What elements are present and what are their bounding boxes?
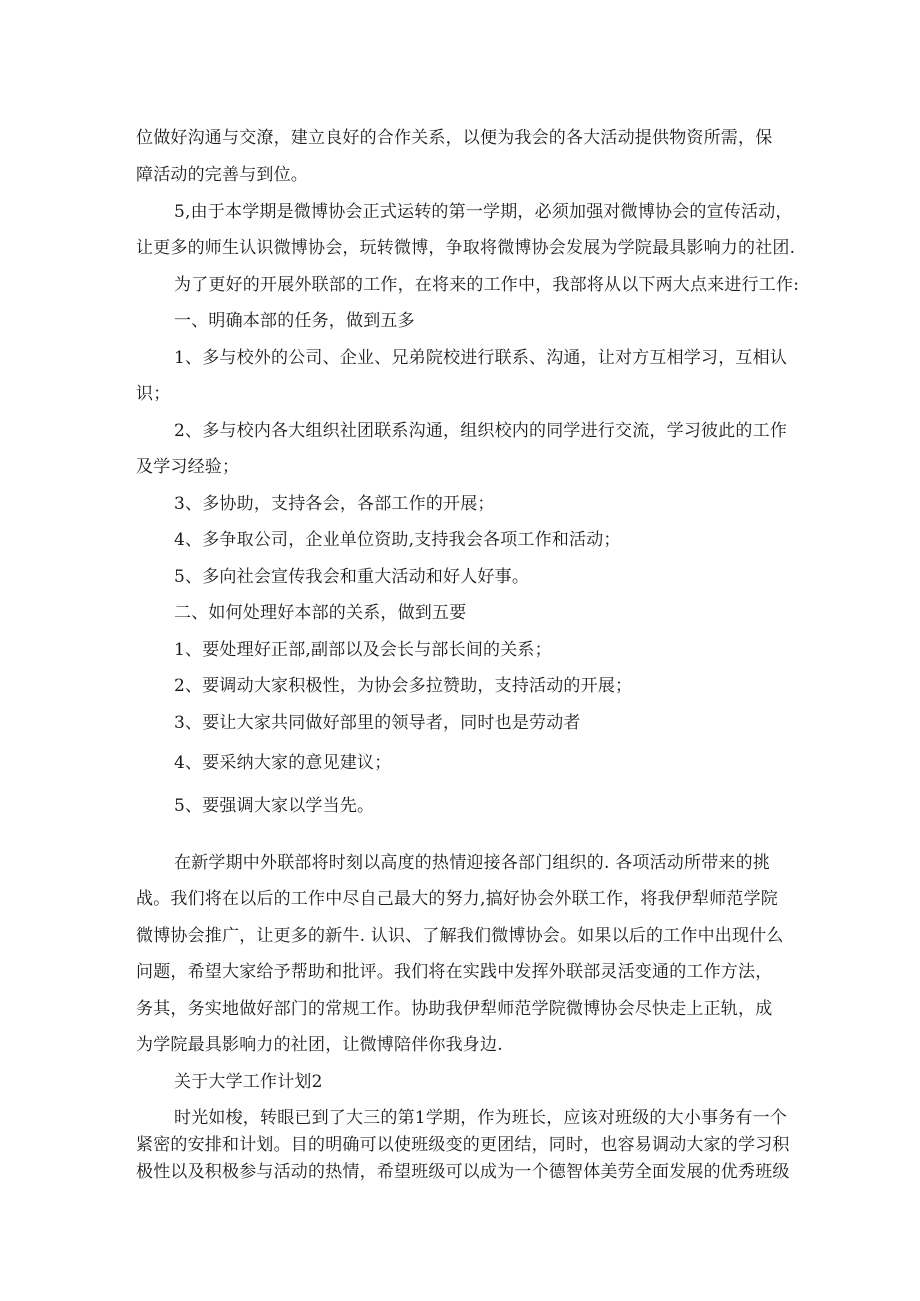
list-item: 5、要强调大家以学当先。 xyxy=(174,796,375,816)
text-line: 时光如梭，转眼已到了大三的第1学期，作为班长，应该对班级的大小事务有一个 xyxy=(174,1108,788,1128)
section-title: 关于大学工作计划2 xyxy=(174,1072,323,1092)
text-line: 在新学期中外联部将时刻以高度的热情迎接各部门组织的. 各项活动所带来的挑 xyxy=(174,853,771,873)
text-line: 障活动的完善与到位。 xyxy=(136,165,308,185)
text-line: 极性以及积极参与活动的热情，希望班级可以成为一个德智体美劳全面发展的优秀班级 xyxy=(136,1162,790,1182)
list-item: 5、多向社会宣传我会和重大活动和好人好事。 xyxy=(174,567,530,587)
list-item: 3、要让大家共同做好部里的领导者，同时也是劳动者 xyxy=(174,713,581,733)
text-line: 问题，希望大家给予帮助和批评。我们将在实践中发挥外联部灵活变通的工作方法， xyxy=(136,962,773,982)
text-line: 微博协会推广，让更多的新牛. 认识、了解我们微博协会。如果以后的工作中出现什么 xyxy=(136,926,784,946)
text-line: 识； xyxy=(136,384,171,404)
text-line: 战。我们将在以后的工作中尽自己最大的努力,搞好协会外联工作，将我伊犁师范学院 xyxy=(136,889,779,909)
text-line: 让更多的师生认识微博协会，玩转微博，争取将微博协会发展为学院最具影响力的社团. xyxy=(136,238,796,258)
list-item: 2、要调动大家积极性，为协会多拉赞助，支持活动的开展； xyxy=(174,676,633,696)
text-line: 务其，务实地做好部门的常规工作。协助我伊犁师范学院微博协会尽快走上正轨，成 xyxy=(136,999,773,1019)
list-item: 1、要处理好正部,副部以及会长与部长间的关系； xyxy=(174,640,552,660)
text-line: 为学院最具影响力的社团，让微博陪伴你我身边. xyxy=(136,1035,503,1055)
list-item: 4、要采纳大家的意见建议； xyxy=(174,753,392,773)
text-line: 及学习经验； xyxy=(136,457,240,477)
list-item: 2、多与校内各大组织社团联系沟通，组织校内的同学进行交流，学习彼此的工作 xyxy=(174,421,788,441)
text-line: 紧密的安排和计划。目的明确可以使班级变的更团结，同时，也容易调动大家的学习积 xyxy=(136,1135,790,1155)
list-item: 4、多争取公司，企业单位资助,支持我会各项工作和活动； xyxy=(174,530,621,550)
section-heading: 二、如何处理好本部的关系，做到五要 xyxy=(174,603,467,623)
section-heading: 一、明确本部的任务，做到五多 xyxy=(174,311,415,331)
text-line: 位做好沟通与交潦，建立良好的合作关系，以便为我会的各大活动提供物资所需，保 xyxy=(136,128,773,148)
list-item: 3、多协助，支持各会，各部工作的开展； xyxy=(174,494,495,514)
text-line: 为了更好的开展外联部的工作，在将来的工作中，我部将从以下两大点来进行工作: xyxy=(174,275,800,295)
list-item: 1、多与校外的公司、企业、兄弟院校进行联系、沟通，让对方互相学习，互相认 xyxy=(174,348,788,368)
text-line: 5,由于本学期是微博协会正式运转的第一学期，必须加强对微博协会的宣传活动， xyxy=(174,202,793,222)
